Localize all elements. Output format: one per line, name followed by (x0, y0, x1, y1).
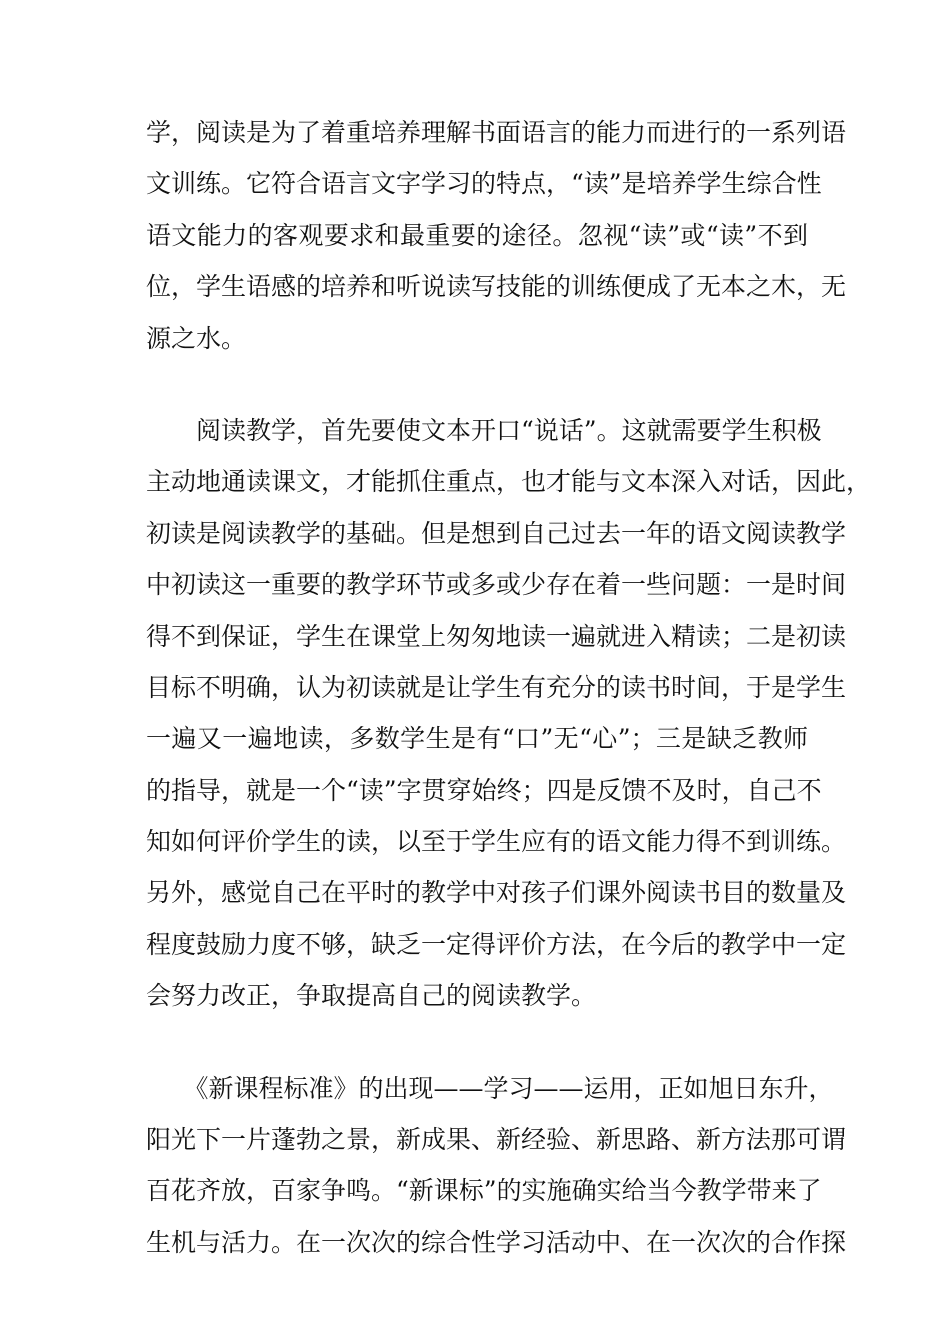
paragraph-spacer (146, 364, 808, 405)
text-line: 目标不明确，认为初读就是让学生有充分的读书时间，于是学生 (146, 672, 847, 702)
text-line: 文训练。它符合语言文字学习的特点，“读”是培养学生综合性 (146, 169, 822, 199)
text-line: 知如何评价学生的读，以至于学生应有的语文能力得不到训练。 (146, 827, 847, 857)
text-line: 主动地通读课文，才能抓住重点，也才能与文本深入对话，因此， (146, 467, 872, 497)
document-body (146, 107, 872, 1268)
paragraph-2 (146, 405, 872, 1022)
text-line: 一遍又一遍地读，多数学生是有“口”无“心”；三是缺乏教师 (146, 724, 808, 754)
text-line: 生机与活力。在一次次的综合性学习活动中、在一次次的合作探 (146, 1227, 847, 1257)
text-line: 阅读教学，首先要使文本开口“说话”。这就需要学生积极 (146, 415, 822, 445)
text-line: 的指导，就是一个“读”字贯穿始终；四是反馈不及时，自己不 (146, 775, 822, 805)
text-line: 中初读这一重要的教学环节或多或少存在着一些问题：一是时间 (146, 570, 847, 600)
text-line: 位，学生语感的培养和听说读写技能的训练便成了无本之木，无 (146, 272, 847, 302)
text-line: 源之水。 (146, 323, 247, 353)
text-line: 程度鼓励力度不够，缺乏一定得评价方法，在今后的教学中一定 (146, 929, 847, 959)
text-line: 语文能力的客观要求和最重要的途径。忽视“读”或“读”不到 (146, 220, 808, 250)
text-line: 学，阅读是为了着重培养理解书面语言的能力而进行的一系列语 (146, 118, 847, 147)
text-line: 初读是阅读教学的基础。但是想到自己过去一年的语文阅读教学 (146, 518, 847, 548)
text-line: 会努力改正，争取提高自己的阅读教学。 (146, 981, 597, 1011)
paragraph-spacer (146, 1022, 808, 1063)
paragraph-1 (146, 107, 847, 364)
text-line: 得不到保证，学生在课堂上匆匆地读一遍就进入精读；二是初读 (146, 621, 847, 651)
text-line: 另外，感觉自己在平时的教学中对孩子们课外阅读书目的数量及 (146, 878, 847, 908)
paragraph-3 (146, 1063, 847, 1269)
text-line: 百花齐放，百家争鸣。“新课标”的实施确实给当今教学带来了 (146, 1176, 822, 1206)
text-line: 《新课程标准》的出现——学习——运用，正如旭日东升， (146, 1073, 834, 1103)
text-line: 阳光下一片蓬勃之景，新成果、新经验、新思路、新方法那可谓 (146, 1125, 847, 1155)
